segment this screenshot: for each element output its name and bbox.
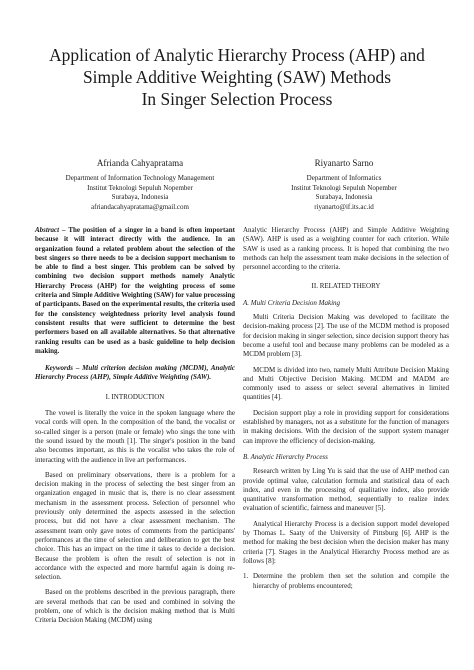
author-email: afriandacahyapratama@gmail.com bbox=[91, 202, 189, 211]
subsection-heading-ahp: B. Analytic Hierarchy Process bbox=[243, 452, 328, 461]
right-column bbox=[243, 226, 449, 591]
paragraph: The vowel is literally the voice in the spoken language where the vocal cords will open. In the composition of the band, the vocalist or so-called singer is a person (male or female) who sings the tone with the sound issued by the mouth [1]. The singer's position in the band also becomes important, as this is the vocalist who takes the role of interacting with the audience in live art performances. bbox=[35, 409, 235, 464]
author-institution: Institut Teknologi Sepuluh Nopember bbox=[291, 183, 397, 192]
author-block-2 bbox=[244, 157, 444, 212]
author-department: Department of Informatics bbox=[306, 174, 382, 182]
paragraph: Based on preliminary observations, there is a problem for a decision making in the process of selecting the best singer from an organization engaged in music that is, there is no clear assessment mechanism in the assessment process. Selection of personnel who previously only determined the aspects assessed in the selection process, but did not have a clear assessment mechanism. The assessment team only gave notes of comments from the participants' performances at the time of selection and deliberation to get the best choice. This has an impact on the time it takes to decide a decision. Because the problem is often the result of selection is not in accordance with the expected and more harmful again is doing re-selection. bbox=[35, 470, 235, 582]
keywords: Keywords – Multi criterion decision making (MCDM), Analytic Hierarchy Process (AHP), Simple Additive Weighting (SAW). bbox=[35, 364, 235, 382]
author-name: Riyanarto Sarno bbox=[314, 158, 374, 168]
author-institution: Institut Teknologi Sepuluh Nopember bbox=[87, 183, 193, 192]
paragraph: Based on the problems described in the previous paragraph, there are several methods that can be used and combined in solving the problem, one of which is the decision making method that is Multi Criteria Decision Making (MCDM) using bbox=[35, 588, 235, 625]
author-city: Surabaya, Indonesia bbox=[315, 193, 373, 202]
author-name: Afrianda Cahyapratama bbox=[96, 158, 184, 168]
paragraph: Decision support play a role in providing support for considerations established by managers, not as a substitute for the function of managers in making decisions. With the decision of the support system manager can improve the efficiency of decision-making. bbox=[243, 408, 449, 445]
section-heading-introduction: I. INTRODUCTION bbox=[105, 392, 165, 401]
author-email: riyanarto@if.its.ac.id bbox=[314, 202, 374, 211]
section-heading-related-theory: II. RELATED THEORY bbox=[311, 282, 381, 291]
list-item bbox=[243, 572, 449, 591]
abstract-text: – The position of a singer in a band is often important because it will interact directly with the audience. In an organization found a related problem about the selection of the best singers so there needs to be a decision support mechanism to be able to find a best singer. This problem can be solved by combining two decision support methods namely Analytic Hierarchy Process (AHP) for the weighting process of some criteria and Simple Additive Weighting (SAW) for value processing of participants. Based on the experimental results, the criteria used for the consistency weightedness priority level analysis found consistent results that were sufficient to determine the best performers based on all available alternatives. So that alternative ranking results can be used as a basic guideline to help decision making. bbox=[35, 226, 235, 355]
subsection-heading-mcdm: A. Multi Criteria Decision Making bbox=[243, 298, 341, 307]
title-line: In Singer Selection Process bbox=[141, 89, 333, 109]
paragraph: Multi Criteria Decision Making was developed to facilitate the decision-making process [2]. The use of the MCDM method is proposed for decision making in singer selection, since decision support theory has become a useful tool and because many problems can be modeled as a MCDM problem [3]. bbox=[243, 313, 449, 359]
abstract-label: Abstract bbox=[35, 226, 60, 234]
paper-title bbox=[20, 44, 454, 110]
list-text: Determine the problem then set the solution and compile the hierarchy of problems encountered; bbox=[253, 572, 449, 590]
paragraph: Analytical Hierarchy Process is a decision support model developed by Thomas L. Saaty of the University of Pittsburg [6]. AHP is the method for making the best decision when the decision maker has many criteria [7]. Stages in the Analytical Hierarchy Process method are as follows [8]: bbox=[243, 519, 449, 565]
list-number: 1. bbox=[243, 572, 249, 581]
author-department: Department of Information Technology Management bbox=[65, 174, 215, 182]
paragraph: MCDM is divided into two, namely Multi Attribute Decision Making and Multi Objective Decision Making. MCDM and MADM are commonly used to assess or select several alternatives in limited quantities [4]. bbox=[243, 365, 449, 402]
title-line: Application of Analytic Hierarchy Process (AHP) and bbox=[49, 45, 425, 65]
paragraph: Analytic Hierarchy Process (AHP) and Simple Additive Weighting (SAW). AHP is used as a weighting counter for each criterion. While SAW is used as a ranking process. It is hoped that combining the two methods can help the assessment team make decisions in the selection of personnel according to the criteria. bbox=[243, 226, 449, 272]
author-block-1 bbox=[40, 157, 240, 212]
abstract bbox=[35, 226, 235, 356]
left-column bbox=[35, 226, 235, 632]
paragraph: Research written by Ling Yu is said that the use of AHP method can provide optimal value, calculation formula and statistical data of each index, and even in the processing of qualitative index, also provide quantitative transformation method, sequentially to realize index evaluation of scientific, fairness and maneuver [5]. bbox=[243, 467, 449, 513]
title-line: Simple Additive Weighting (SAW) Methods bbox=[83, 67, 391, 87]
author-city: Surabaya, Indonesia bbox=[111, 193, 169, 202]
